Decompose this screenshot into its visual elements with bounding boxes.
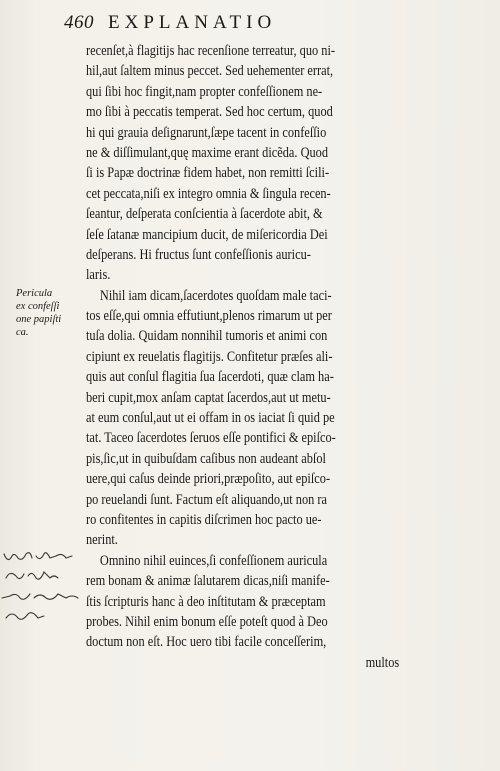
text-line: doctum non eſt. Hoc uero tibi facile conceſſerim, bbox=[86, 634, 327, 651]
catchword: multos bbox=[365, 654, 400, 671]
marginal-note-line: one papiſti bbox=[16, 314, 62, 325]
marginal-note-line: Pericula bbox=[16, 288, 53, 299]
text-line: nerint. bbox=[86, 532, 118, 549]
paragraph-first-line: Omnino nihil euinces,ſi confeſſionem auricula bbox=[99, 552, 328, 569]
text-line: hil,aut ſaltem minus peccet. Sed uehementer errat, bbox=[86, 63, 334, 80]
text-line: cet peccata,niſi ex integro omnia & ſingula recen- bbox=[86, 185, 331, 202]
marginal-note-line: ex confeſſi bbox=[16, 301, 60, 312]
marginal-note-line: ca. bbox=[16, 327, 29, 338]
text-line: probes. Nihil enim bonum eſſe poteſt quod à Deo bbox=[86, 613, 328, 630]
text-line: beri cupit,mox anſam captat ſacerdos,aut ut metu- bbox=[86, 389, 331, 406]
text-line: pis,ſic,ut in quibuſdam caſibus non audeant abſol bbox=[86, 450, 326, 467]
running-head: EXPLANATIO bbox=[108, 12, 277, 33]
page-number: 460 bbox=[64, 12, 94, 33]
text-line: rem bonam & animæ ſalutarem dicas,niſi manife- bbox=[86, 573, 330, 590]
text-line: cipiunt ex reuelatis flagitijs. Confitetur præſes ali- bbox=[86, 348, 333, 365]
paragraph-first-line: Nihil iam dicam,ſacerdotes quoſdam male taci- bbox=[99, 287, 332, 304]
marginal-note bbox=[16, 287, 84, 339]
text-line: quis aut conſul flagitia ſua ſacerdoti, quæ clam ha- bbox=[86, 369, 334, 386]
text-line: mo ſibi à peccatis temperat. Sed hoc certum, quod bbox=[86, 104, 333, 121]
text-line: ne & diſſimulant,quę maxime erant dicẽda. Quod bbox=[86, 144, 328, 161]
text-line: po reuelandi ſunt. Factum eſt aliquando,ut non ra bbox=[86, 491, 327, 508]
text-line: recenſet,à flagitijs hac recenſione terreatur, quo ni- bbox=[86, 43, 335, 59]
body-text bbox=[86, 41, 446, 673]
text-line: ſeſe ſatanæ mancipium ducit, de miſericordia Dei bbox=[86, 226, 328, 243]
text-line: uere,qui caſus deinde priori,præpoſito, aut epiſco- bbox=[86, 471, 331, 488]
text-line: deſperans. Hi fructus ſunt confeſſionis auricu- bbox=[86, 246, 311, 263]
text-line: hi qui grauia deſignarunt,ſæpe tacent in confeſſio bbox=[86, 124, 327, 141]
text-line: laris. bbox=[86, 267, 111, 284]
text-line: ſi is Papæ doctrinæ fidem habet, non remitti ſcili- bbox=[86, 165, 330, 182]
text-line: qui ſibi hoc fingit,nam propter confeſſionem ne- bbox=[86, 83, 323, 100]
page-bottom-margin bbox=[0, 680, 500, 771]
text-line: tos eſſe,qui omnia effutiunt,plenos rimarum ut per bbox=[86, 308, 332, 325]
text-line: ro confitentes in capitis diſcrimen hoc pacto ue- bbox=[86, 511, 322, 528]
text-line: at eum conſul,aut ut ei offam in os iaciat ſi quid pe bbox=[86, 410, 335, 427]
text-line: tuſa dolia. Quidam nonnihil tumoris et animi con bbox=[86, 328, 328, 345]
text-line: tat. Taceo ſacerdotes ſeruos eſſe pontifici & epiſco- bbox=[86, 430, 336, 447]
text-line: ſeantur, deſperata conſcientia à ſacerdote abit, & bbox=[86, 206, 323, 223]
page-header bbox=[64, 12, 464, 38]
text-line: ſtis ſcripturis hanc à deo inſtitutam & præceptam bbox=[86, 593, 326, 610]
